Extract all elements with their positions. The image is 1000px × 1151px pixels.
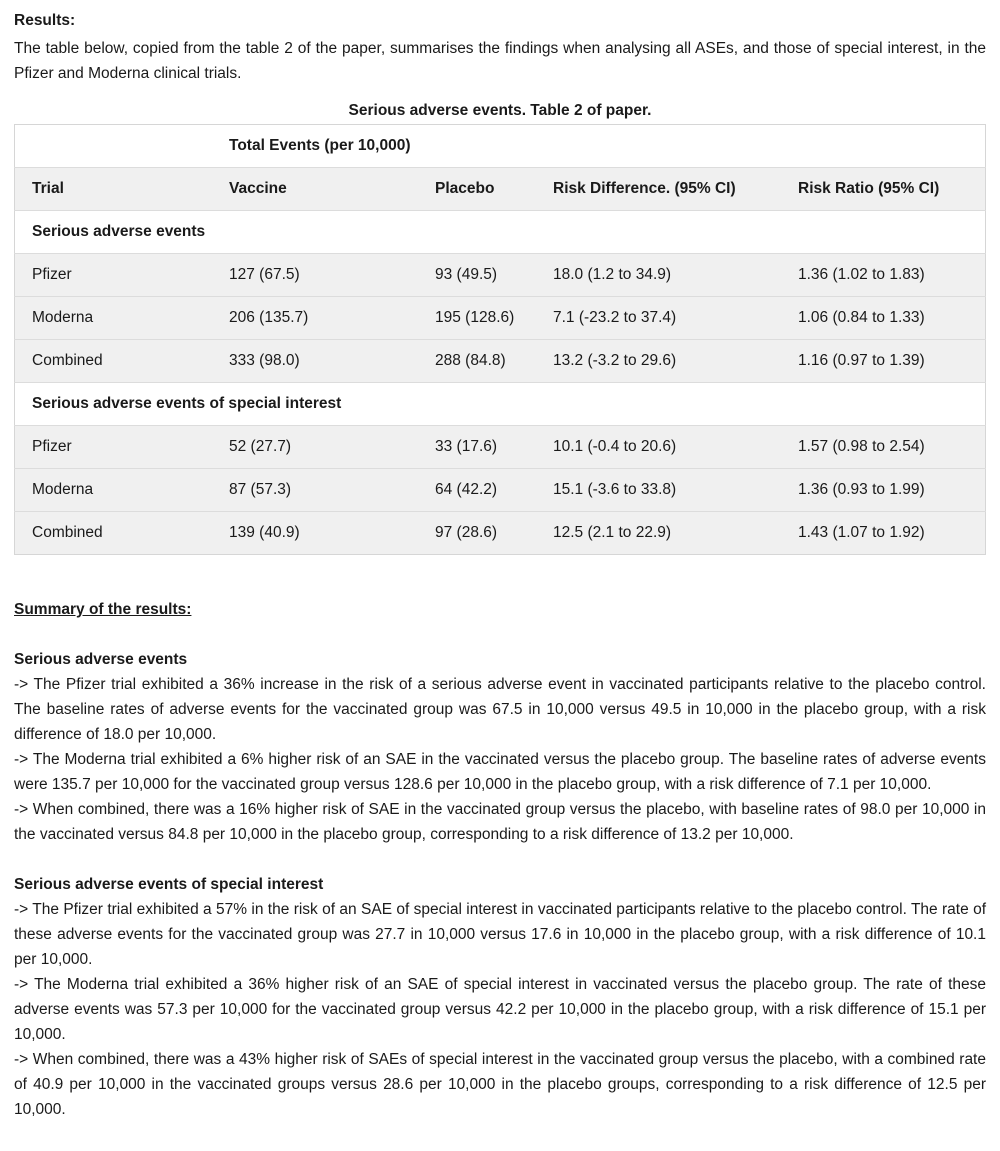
table-row — [15, 512, 986, 555]
section-row-serious-adverse-events — [15, 211, 986, 254]
cell-risk-difference: 18.0 (1.2 to 34.9) — [553, 254, 798, 297]
section-title: Serious adverse events of special interest — [14, 876, 324, 893]
cell-placebo: 288 (84.8) — [435, 340, 553, 383]
cell-risk-difference: 7.1 (-23.2 to 37.4) — [553, 297, 798, 340]
cell-risk-ratio: 1.57 (0.98 to 2.54) — [798, 426, 986, 469]
cell-trial: Moderna — [15, 469, 230, 512]
cell-risk-difference: 10.1 (-0.4 to 20.6) — [553, 426, 798, 469]
col-header-vaccine: Vaccine — [229, 168, 435, 211]
cell-risk-ratio: 1.36 (1.02 to 1.83) — [798, 254, 986, 297]
cell-risk-difference: 12.5 (2.1 to 22.9) — [553, 512, 798, 555]
cell-placebo: 93 (49.5) — [435, 254, 553, 297]
summary-paragraph: -> The Pfizer trial exhibited a 57% in the risk of an SAE of special interest in vaccinated participants relative to the placebo control. The rate of these adverse events for the vaccinated group was 27.7 in 10,000 versus 17.6 in 10,000 in the placebo group, with a risk difference of 10.1 per 10,000. — [14, 901, 986, 968]
results-table — [14, 124, 986, 555]
table-caption: Serious adverse events. Table 2 of paper. — [348, 102, 652, 119]
table-row — [15, 340, 986, 383]
cell-vaccine: 127 (67.5) — [229, 254, 435, 297]
group-header: Total Events (per 10,000) — [229, 137, 411, 154]
cell-trial: Pfizer — [15, 426, 230, 469]
cell-placebo: 97 (28.6) — [435, 512, 553, 555]
section-label: Serious adverse events of special interest — [15, 383, 986, 426]
table-row — [15, 254, 986, 297]
summary-paragraph: -> When combined, there was a 16% higher risk of SAE in the vaccinated group versus the placebo, with baseline rates of 98.0 per 10,000 in the vaccinated versus 84.8 per 10,000 in the placebo group, corresponding to a risk difference of 13.2 per 10,000. — [14, 801, 986, 843]
col-header-risk-ratio: Risk Ratio (95% CI) — [798, 168, 986, 211]
summary-title: Summary of the results: — [14, 601, 192, 618]
cell-vaccine: 52 (27.7) — [229, 426, 435, 469]
table-row — [15, 297, 986, 340]
cell-vaccine: 206 (135.7) — [229, 297, 435, 340]
cell-vaccine: 139 (40.9) — [229, 512, 435, 555]
summary-paragraph: -> The Moderna trial exhibited a 36% higher risk of an SAE of special interest in vaccinated versus the placebo group. The rate of these adverse events was 57.3 per 10,000 for the vaccinated group versus 42.2 per 10,000 in the placebo group, with a risk difference of 15.1 per 10,000. — [14, 976, 986, 1043]
summary-paragraph: -> The Moderna trial exhibited a 6% higher risk of an SAE in the vaccinated versus the placebo group. The baseline rates of adverse events were 135.7 per 10,000 for the vaccinated group versus 128.6 per 10,000 in the placebo group, with a risk difference of 7.1 per 10,000. — [14, 751, 986, 793]
col-header-placebo: Placebo — [435, 168, 553, 211]
cell-risk-difference: 13.2 (-3.2 to 29.6) — [553, 340, 798, 383]
cell-risk-difference: 15.1 (-3.6 to 33.8) — [553, 469, 798, 512]
summary-paragraph: -> The Pfizer trial exhibited a 36% increase in the risk of a serious adverse event in vaccinated participants relative to the placebo control. The baseline rates of adverse events for the vaccinated group was 67.5 in 10,000 versus 49.5 in 10,000 in the placebo group, with a risk difference of 18.0 per 10,000. — [14, 676, 986, 743]
cell-risk-ratio: 1.43 (1.07 to 1.92) — [798, 512, 986, 555]
col-header-trial: Trial — [15, 168, 230, 211]
cell-risk-ratio: 1.06 (0.84 to 1.33) — [798, 297, 986, 340]
cell-placebo: 64 (42.2) — [435, 469, 553, 512]
cell-risk-ratio: 1.36 (0.93 to 1.99) — [798, 469, 986, 512]
group-header-row — [15, 125, 986, 168]
cell-trial: Combined — [15, 512, 230, 555]
cell-vaccine: 333 (98.0) — [229, 340, 435, 383]
section-label: Serious adverse events — [15, 211, 986, 254]
cell-trial: Pfizer — [15, 254, 230, 297]
results-heading: Results: — [14, 12, 76, 29]
table-row — [15, 469, 986, 512]
section-row-special-interest — [15, 383, 986, 426]
section-title: Serious adverse events — [14, 651, 188, 668]
summary-section-sae — [14, 647, 986, 847]
table-row — [15, 426, 986, 469]
intro-paragraph: The table below, copied from the table 2 of the paper, summarises the findings when analysing all ASEs, and those of special interest, in the Pfizer and Moderna clinical trials. — [14, 40, 986, 82]
cell-placebo: 195 (128.6) — [435, 297, 553, 340]
col-header-risk-difference: Risk Difference. (95% CI) — [553, 168, 798, 211]
summary-section-special-interest — [14, 872, 986, 1122]
cell-trial: Combined — [15, 340, 230, 383]
summary-paragraph: -> When combined, there was a 43% higher risk of SAEs of special interest in the vaccinated group versus the placebo, with a combined rate of 40.9 per 10,000 in the vaccinated groups versus 28.6 per 10,000 in the placebo groups, corresponding to a risk difference of 12.5 per 10,000. — [14, 1051, 986, 1118]
cell-trial: Moderna — [15, 297, 230, 340]
cell-vaccine: 87 (57.3) — [229, 469, 435, 512]
cell-risk-ratio: 1.16 (0.97 to 1.39) — [798, 340, 986, 383]
column-header-row — [15, 168, 986, 211]
cell-placebo: 33 (17.6) — [435, 426, 553, 469]
